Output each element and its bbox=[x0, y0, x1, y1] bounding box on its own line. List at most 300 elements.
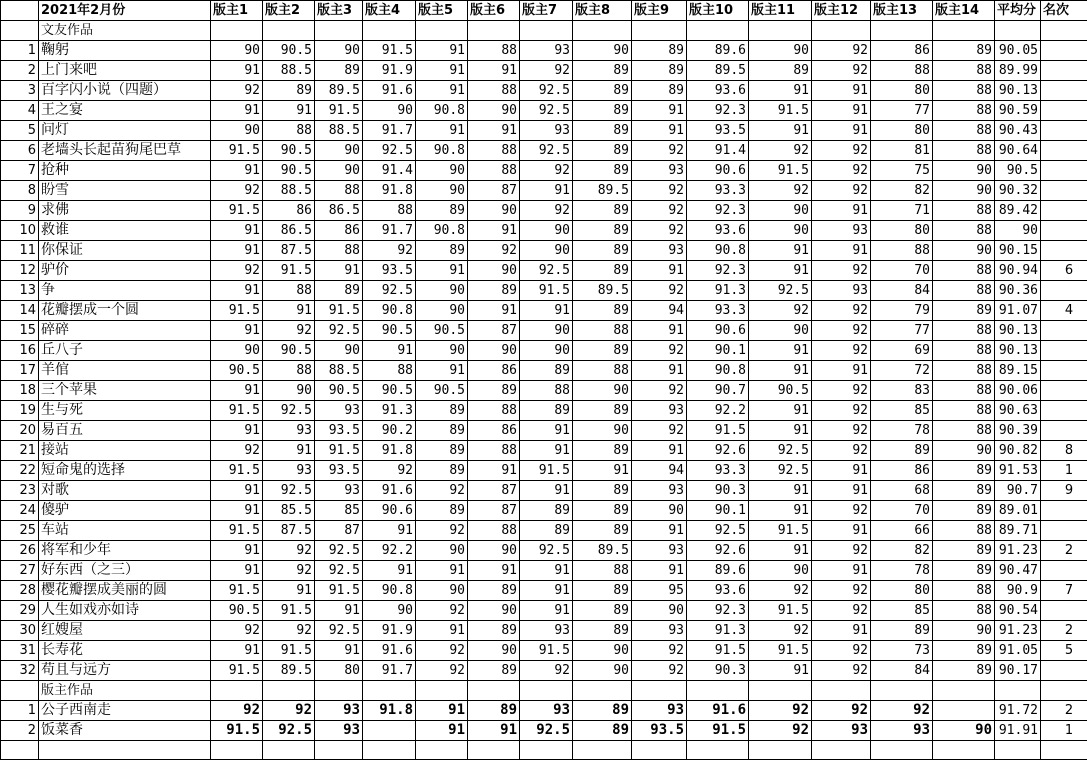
score-cell[interactable]: 90 bbox=[315, 41, 363, 61]
work-title[interactable]: 车站 bbox=[39, 521, 211, 541]
score-cell[interactable]: 91 bbox=[520, 301, 573, 321]
score-cell[interactable]: 90.8 bbox=[687, 361, 749, 381]
score-cell[interactable]: 90 bbox=[933, 161, 995, 181]
score-cell[interactable]: 93.6 bbox=[687, 581, 749, 601]
score-cell[interactable]: 90 bbox=[468, 261, 520, 281]
work-title[interactable]: 饭菜香 bbox=[39, 721, 211, 741]
score-cell[interactable]: 91.5 bbox=[749, 101, 812, 121]
section-label[interactable]: 文友作品 bbox=[39, 21, 211, 41]
score-cell[interactable]: 90 bbox=[468, 641, 520, 661]
score-cell[interactable]: 93 bbox=[632, 241, 687, 261]
score-cell[interactable]: 91 bbox=[416, 621, 468, 641]
average-cell[interactable]: 91.23 bbox=[995, 541, 1041, 561]
score-cell[interactable]: 91.5 bbox=[315, 441, 363, 461]
score-cell[interactable]: 91 bbox=[749, 241, 812, 261]
score-cell[interactable]: 91 bbox=[520, 181, 573, 201]
score-cell[interactable]: 90.5 bbox=[211, 601, 263, 621]
score-cell[interactable]: 91 bbox=[416, 61, 468, 81]
score-cell[interactable]: 91 bbox=[632, 361, 687, 381]
rank-cell[interactable] bbox=[1041, 281, 1087, 301]
score-cell[interactable]: 91 bbox=[211, 321, 263, 341]
score-cell[interactable]: 90.8 bbox=[363, 581, 416, 601]
score-cell[interactable]: 94 bbox=[632, 461, 687, 481]
score-cell[interactable]: 92.5 bbox=[520, 141, 573, 161]
score-cell[interactable]: 91.6 bbox=[363, 641, 416, 661]
rank-cell[interactable] bbox=[1041, 121, 1087, 141]
score-cell[interactable]: 91 bbox=[749, 421, 812, 441]
score-cell[interactable]: 89 bbox=[933, 301, 995, 321]
score-cell[interactable]: 89 bbox=[573, 201, 632, 221]
average-cell[interactable]: 90.05 bbox=[995, 41, 1041, 61]
score-cell[interactable]: 88 bbox=[933, 581, 995, 601]
work-title[interactable]: 上门来吧 bbox=[39, 61, 211, 81]
score-cell[interactable]: 78 bbox=[871, 421, 933, 441]
cell[interactable] bbox=[573, 21, 632, 41]
score-cell[interactable]: 86 bbox=[871, 461, 933, 481]
score-cell[interactable]: 91 bbox=[211, 541, 263, 561]
score-cell[interactable]: 89 bbox=[573, 521, 632, 541]
average-cell[interactable]: 89.42 bbox=[995, 201, 1041, 221]
score-cell[interactable]: 92.5 bbox=[263, 721, 315, 741]
score-cell[interactable]: 90.5 bbox=[263, 341, 315, 361]
row-index[interactable]: 18 bbox=[1, 381, 39, 401]
score-cell[interactable]: 89.5 bbox=[687, 61, 749, 81]
score-cell[interactable]: 90 bbox=[468, 341, 520, 361]
score-cell[interactable]: 93.5 bbox=[632, 721, 687, 741]
score-cell[interactable]: 87 bbox=[468, 181, 520, 201]
score-cell[interactable]: 93 bbox=[315, 481, 363, 501]
score-cell[interactable]: 91 bbox=[211, 641, 263, 661]
score-cell[interactable]: 92.2 bbox=[687, 401, 749, 421]
score-cell[interactable]: 88 bbox=[871, 61, 933, 81]
cell[interactable] bbox=[468, 21, 520, 41]
score-cell[interactable]: 91 bbox=[749, 661, 812, 681]
rank-cell[interactable]: 5 bbox=[1041, 641, 1087, 661]
score-cell[interactable]: 89 bbox=[416, 441, 468, 461]
rank-cell[interactable]: 2 bbox=[1041, 701, 1087, 721]
work-title[interactable]: 王之宴 bbox=[39, 101, 211, 121]
score-cell[interactable]: 91.5 bbox=[263, 261, 315, 281]
score-cell[interactable]: 90 bbox=[468, 201, 520, 221]
score-cell[interactable]: 89 bbox=[416, 461, 468, 481]
score-cell[interactable]: 90 bbox=[520, 341, 573, 361]
average-cell[interactable]: 91.07 bbox=[995, 301, 1041, 321]
score-cell[interactable]: 90.8 bbox=[687, 241, 749, 261]
score-cell[interactable]: 89 bbox=[573, 721, 632, 741]
score-cell[interactable]: 86 bbox=[871, 41, 933, 61]
score-cell[interactable]: 91 bbox=[812, 121, 871, 141]
score-cell[interactable]: 91.7 bbox=[363, 121, 416, 141]
score-cell[interactable]: 88 bbox=[573, 361, 632, 381]
score-cell[interactable]: 89 bbox=[573, 481, 632, 501]
score-cell[interactable]: 90.5 bbox=[211, 361, 263, 381]
score-cell[interactable]: 90 bbox=[315, 141, 363, 161]
score-cell[interactable]: 92 bbox=[812, 701, 871, 721]
score-cell[interactable]: 93 bbox=[812, 281, 871, 301]
score-cell[interactable]: 86.5 bbox=[263, 221, 315, 241]
score-cell[interactable]: 90.5 bbox=[749, 381, 812, 401]
score-cell[interactable]: 92 bbox=[812, 441, 871, 461]
score-cell[interactable]: 89 bbox=[573, 221, 632, 241]
score-cell[interactable]: 92.3 bbox=[687, 601, 749, 621]
average-cell[interactable]: 90.43 bbox=[995, 121, 1041, 141]
score-cell[interactable]: 90 bbox=[933, 181, 995, 201]
row-index[interactable]: 24 bbox=[1, 501, 39, 521]
score-cell[interactable]: 89 bbox=[933, 461, 995, 481]
score-cell[interactable]: 91 bbox=[812, 521, 871, 541]
score-cell[interactable]: 89 bbox=[468, 281, 520, 301]
score-cell[interactable]: 91.6 bbox=[363, 481, 416, 501]
score-cell[interactable]: 92 bbox=[416, 601, 468, 621]
score-cell[interactable]: 89 bbox=[416, 501, 468, 521]
row-index[interactable]: 17 bbox=[1, 361, 39, 381]
score-cell[interactable]: 90 bbox=[573, 661, 632, 681]
score-cell[interactable]: 80 bbox=[871, 81, 933, 101]
rank-cell[interactable]: 6 bbox=[1041, 261, 1087, 281]
score-cell[interactable]: 89 bbox=[749, 61, 812, 81]
score-cell[interactable]: 90 bbox=[749, 221, 812, 241]
score-cell[interactable]: 91.5 bbox=[687, 421, 749, 441]
score-cell[interactable]: 92.6 bbox=[687, 541, 749, 561]
work-title[interactable]: 樱花瓣摆成美丽的圆 bbox=[39, 581, 211, 601]
score-cell[interactable]: 89.5 bbox=[315, 81, 363, 101]
score-cell[interactable]: 73 bbox=[871, 641, 933, 661]
average-cell[interactable]: 90.64 bbox=[995, 141, 1041, 161]
score-cell[interactable]: 87 bbox=[468, 321, 520, 341]
score-cell[interactable]: 89 bbox=[573, 101, 632, 121]
average-cell[interactable]: 90.32 bbox=[995, 181, 1041, 201]
rank-cell[interactable] bbox=[1041, 161, 1087, 181]
row-index[interactable]: 6 bbox=[1, 141, 39, 161]
score-cell[interactable]: 89 bbox=[933, 41, 995, 61]
score-cell[interactable]: 93.6 bbox=[687, 81, 749, 101]
score-cell[interactable]: 91 bbox=[812, 481, 871, 501]
score-cell[interactable]: 89 bbox=[468, 621, 520, 641]
score-cell[interactable]: 91 bbox=[315, 261, 363, 281]
rank-cell[interactable] bbox=[1041, 601, 1087, 621]
score-cell[interactable]: 88 bbox=[468, 81, 520, 101]
work-title[interactable]: 抢种 bbox=[39, 161, 211, 181]
score-cell[interactable]: 91 bbox=[263, 581, 315, 601]
score-cell[interactable]: 89 bbox=[573, 621, 632, 641]
score-cell[interactable]: 89 bbox=[468, 381, 520, 401]
row-index[interactable]: 4 bbox=[1, 101, 39, 121]
score-cell[interactable]: 89 bbox=[573, 61, 632, 81]
score-cell[interactable]: 92 bbox=[812, 301, 871, 321]
score-cell[interactable]: 90 bbox=[211, 341, 263, 361]
work-title[interactable]: 争 bbox=[39, 281, 211, 301]
score-cell[interactable]: 89 bbox=[416, 401, 468, 421]
rank-cell[interactable]: 9 bbox=[1041, 481, 1087, 501]
score-cell[interactable]: 92 bbox=[211, 621, 263, 641]
cell[interactable] bbox=[363, 741, 416, 760]
score-cell[interactable]: 92 bbox=[812, 41, 871, 61]
work-title[interactable]: 驴价 bbox=[39, 261, 211, 281]
score-cell[interactable]: 90.7 bbox=[687, 381, 749, 401]
average-cell[interactable]: 91.72 bbox=[995, 701, 1041, 721]
score-cell[interactable]: 93 bbox=[263, 421, 315, 441]
score-cell[interactable]: 93 bbox=[812, 221, 871, 241]
score-cell[interactable]: 91 bbox=[468, 221, 520, 241]
score-cell[interactable]: 89 bbox=[632, 61, 687, 81]
average-cell[interactable]: 90.82 bbox=[995, 441, 1041, 461]
score-cell[interactable]: 91 bbox=[211, 61, 263, 81]
score-cell[interactable]: 91.9 bbox=[363, 61, 416, 81]
score-cell[interactable]: 92 bbox=[812, 141, 871, 161]
score-cell[interactable]: 88 bbox=[933, 361, 995, 381]
score-cell[interactable]: 88 bbox=[573, 561, 632, 581]
score-cell[interactable]: 90 bbox=[933, 721, 995, 741]
score-cell[interactable]: 93 bbox=[632, 541, 687, 561]
score-cell[interactable]: 91 bbox=[263, 301, 315, 321]
score-cell[interactable]: 89 bbox=[573, 701, 632, 721]
score-cell[interactable]: 92 bbox=[632, 381, 687, 401]
score-cell[interactable]: 80 bbox=[315, 661, 363, 681]
row-index[interactable]: 32 bbox=[1, 661, 39, 681]
score-cell[interactable]: 82 bbox=[871, 541, 933, 561]
score-cell[interactable]: 92.5 bbox=[363, 141, 416, 161]
score-cell[interactable]: 89 bbox=[520, 401, 573, 421]
score-cell[interactable]: 92 bbox=[749, 301, 812, 321]
score-cell[interactable]: 89 bbox=[573, 121, 632, 141]
score-cell[interactable]: 90 bbox=[416, 161, 468, 181]
score-cell[interactable]: 90 bbox=[363, 601, 416, 621]
column-header[interactable]: 版主10 bbox=[687, 1, 749, 21]
rank-cell[interactable]: 7 bbox=[1041, 581, 1087, 601]
cell[interactable] bbox=[933, 681, 995, 701]
score-cell[interactable]: 88 bbox=[933, 261, 995, 281]
score-cell[interactable]: 92 bbox=[632, 421, 687, 441]
score-cell[interactable]: 92 bbox=[749, 581, 812, 601]
column-header[interactable]: 版主3 bbox=[315, 1, 363, 21]
score-cell[interactable]: 92.5 bbox=[520, 101, 573, 121]
score-cell[interactable]: 90 bbox=[315, 161, 363, 181]
average-cell[interactable]: 90.5 bbox=[995, 161, 1041, 181]
score-cell[interactable]: 90 bbox=[749, 201, 812, 221]
row-index[interactable]: 19 bbox=[1, 401, 39, 421]
cell[interactable] bbox=[416, 681, 468, 701]
average-cell[interactable]: 90.59 bbox=[995, 101, 1041, 121]
score-cell[interactable]: 89 bbox=[573, 81, 632, 101]
score-cell[interactable]: 89 bbox=[315, 281, 363, 301]
work-title[interactable]: 傻驴 bbox=[39, 501, 211, 521]
score-cell[interactable]: 90.3 bbox=[687, 481, 749, 501]
score-cell[interactable]: 90.2 bbox=[363, 421, 416, 441]
column-header[interactable]: 版主13 bbox=[871, 1, 933, 21]
score-cell[interactable]: 89 bbox=[933, 641, 995, 661]
score-cell[interactable]: 93 bbox=[632, 401, 687, 421]
score-cell[interactable]: 92 bbox=[520, 61, 573, 81]
score-cell[interactable]: 91.4 bbox=[687, 141, 749, 161]
score-cell[interactable]: 93.3 bbox=[687, 461, 749, 481]
score-cell[interactable]: 91 bbox=[749, 341, 812, 361]
score-cell[interactable]: 85 bbox=[871, 401, 933, 421]
score-cell[interactable]: 92 bbox=[211, 181, 263, 201]
row-index[interactable]: 30 bbox=[1, 621, 39, 641]
work-title[interactable]: 求佛 bbox=[39, 201, 211, 221]
score-cell[interactable]: 91 bbox=[520, 441, 573, 461]
score-cell[interactable]: 91.5 bbox=[315, 581, 363, 601]
score-cell[interactable]: 88.5 bbox=[263, 61, 315, 81]
average-cell[interactable]: 90.94 bbox=[995, 261, 1041, 281]
score-cell[interactable]: 91 bbox=[749, 501, 812, 521]
rank-cell[interactable]: 8 bbox=[1041, 441, 1087, 461]
cell[interactable] bbox=[211, 21, 263, 41]
score-cell[interactable]: 88 bbox=[315, 241, 363, 261]
score-cell[interactable]: 92 bbox=[812, 381, 871, 401]
score-cell[interactable]: 92 bbox=[363, 241, 416, 261]
row-index[interactable]: 16 bbox=[1, 341, 39, 361]
score-cell[interactable]: 89 bbox=[416, 201, 468, 221]
score-cell[interactable]: 90 bbox=[573, 641, 632, 661]
score-cell[interactable]: 88 bbox=[933, 221, 995, 241]
average-cell[interactable]: 90.54 bbox=[995, 601, 1041, 621]
score-cell[interactable]: 92 bbox=[812, 421, 871, 441]
work-title[interactable]: 公子西南走 bbox=[39, 701, 211, 721]
score-cell[interactable]: 92.5 bbox=[520, 261, 573, 281]
cell[interactable] bbox=[933, 21, 995, 41]
score-cell[interactable]: 91 bbox=[416, 361, 468, 381]
row-index[interactable]: 11 bbox=[1, 241, 39, 261]
score-cell[interactable]: 91.5 bbox=[211, 721, 263, 741]
score-cell[interactable]: 91.5 bbox=[263, 641, 315, 661]
score-cell[interactable]: 91.5 bbox=[749, 641, 812, 661]
cell[interactable] bbox=[687, 21, 749, 41]
score-cell[interactable]: 92 bbox=[416, 521, 468, 541]
score-cell[interactable]: 91 bbox=[363, 341, 416, 361]
cell[interactable] bbox=[1041, 681, 1087, 701]
score-cell[interactable]: 92 bbox=[363, 461, 416, 481]
score-cell[interactable]: 89 bbox=[573, 501, 632, 521]
work-title[interactable]: 生与死 bbox=[39, 401, 211, 421]
score-cell[interactable]: 92.5 bbox=[520, 721, 573, 741]
cell[interactable] bbox=[1041, 21, 1087, 41]
average-cell[interactable]: 91.23 bbox=[995, 621, 1041, 641]
score-cell[interactable]: 90.1 bbox=[687, 341, 749, 361]
score-cell[interactable]: 91 bbox=[363, 521, 416, 541]
average-cell[interactable]: 90.63 bbox=[995, 401, 1041, 421]
score-cell[interactable]: 93.5 bbox=[315, 421, 363, 441]
score-cell[interactable]: 92.5 bbox=[315, 541, 363, 561]
score-cell[interactable]: 89 bbox=[573, 241, 632, 261]
score-cell[interactable]: 91 bbox=[632, 441, 687, 461]
score-cell[interactable]: 92 bbox=[812, 181, 871, 201]
score-cell[interactable]: 91.8 bbox=[363, 181, 416, 201]
score-cell[interactable]: 93 bbox=[632, 621, 687, 641]
score-cell[interactable]: 92 bbox=[812, 641, 871, 661]
work-title[interactable]: 老墙头长起苗狗尾巴草 bbox=[39, 141, 211, 161]
score-cell[interactable]: 89.5 bbox=[573, 541, 632, 561]
cell[interactable] bbox=[211, 681, 263, 701]
score-cell[interactable]: 89.6 bbox=[687, 561, 749, 581]
score-cell[interactable]: 92 bbox=[632, 281, 687, 301]
score-cell[interactable]: 92 bbox=[749, 141, 812, 161]
rank-cell[interactable] bbox=[1041, 521, 1087, 541]
score-cell[interactable]: 91 bbox=[468, 301, 520, 321]
score-cell[interactable]: 91 bbox=[812, 561, 871, 581]
score-cell[interactable]: 89 bbox=[520, 361, 573, 381]
score-cell[interactable]: 92 bbox=[812, 321, 871, 341]
score-cell[interactable]: 91 bbox=[211, 101, 263, 121]
row-index[interactable]: 20 bbox=[1, 421, 39, 441]
score-cell[interactable]: 84 bbox=[871, 661, 933, 681]
score-cell[interactable]: 88.5 bbox=[315, 121, 363, 141]
score-cell[interactable]: 92 bbox=[812, 501, 871, 521]
score-cell[interactable]: 89.5 bbox=[263, 661, 315, 681]
cell[interactable] bbox=[468, 681, 520, 701]
cell[interactable] bbox=[871, 21, 933, 41]
score-cell[interactable]: 91 bbox=[520, 561, 573, 581]
rank-cell[interactable] bbox=[1041, 661, 1087, 681]
score-cell[interactable]: 92 bbox=[416, 661, 468, 681]
work-title[interactable]: 三个苹果 bbox=[39, 381, 211, 401]
score-cell[interactable]: 91 bbox=[632, 121, 687, 141]
score-cell[interactable]: 92 bbox=[520, 661, 573, 681]
score-cell[interactable]: 89 bbox=[315, 61, 363, 81]
row-index[interactable]: 1 bbox=[1, 41, 39, 61]
score-cell[interactable]: 86 bbox=[315, 221, 363, 241]
score-cell[interactable]: 92 bbox=[520, 201, 573, 221]
cell[interactable] bbox=[416, 741, 468, 760]
score-cell[interactable]: 90 bbox=[632, 601, 687, 621]
work-title[interactable]: 好东西（之三） bbox=[39, 561, 211, 581]
column-header[interactable]: 平均分 bbox=[995, 1, 1041, 21]
work-title[interactable]: 接站 bbox=[39, 441, 211, 461]
score-cell[interactable]: 92 bbox=[812, 541, 871, 561]
cell[interactable] bbox=[812, 741, 871, 760]
row-index[interactable]: 22 bbox=[1, 461, 39, 481]
cell[interactable] bbox=[1, 741, 39, 760]
row-index[interactable]: 26 bbox=[1, 541, 39, 561]
score-cell[interactable]: 91 bbox=[632, 261, 687, 281]
rank-cell[interactable]: 4 bbox=[1041, 301, 1087, 321]
score-cell[interactable]: 93 bbox=[263, 461, 315, 481]
score-cell[interactable]: 91 bbox=[315, 601, 363, 621]
average-cell[interactable]: 90.13 bbox=[995, 341, 1041, 361]
score-cell[interactable]: 89 bbox=[263, 81, 315, 101]
work-title[interactable]: 人生如戏亦如诗 bbox=[39, 601, 211, 621]
score-cell[interactable]: 88 bbox=[468, 521, 520, 541]
score-cell[interactable]: 91.5 bbox=[363, 41, 416, 61]
score-cell[interactable]: 92.5 bbox=[520, 541, 573, 561]
score-cell[interactable]: 93 bbox=[871, 721, 933, 741]
score-cell[interactable]: 92 bbox=[812, 601, 871, 621]
score-cell[interactable]: 91.7 bbox=[363, 661, 416, 681]
work-title[interactable]: 碎碎 bbox=[39, 321, 211, 341]
score-cell[interactable]: 80 bbox=[871, 581, 933, 601]
score-cell[interactable]: 75 bbox=[871, 161, 933, 181]
score-cell[interactable]: 90 bbox=[520, 321, 573, 341]
score-cell[interactable]: 92.3 bbox=[687, 261, 749, 281]
score-cell[interactable]: 89 bbox=[416, 241, 468, 261]
average-cell[interactable]: 90.47 bbox=[995, 561, 1041, 581]
score-cell[interactable]: 92 bbox=[812, 261, 871, 281]
score-cell[interactable]: 91 bbox=[211, 161, 263, 181]
score-cell[interactable]: 88 bbox=[468, 441, 520, 461]
score-cell[interactable]: 93.6 bbox=[687, 221, 749, 241]
average-cell[interactable]: 90.7 bbox=[995, 481, 1041, 501]
rank-cell[interactable] bbox=[1041, 321, 1087, 341]
score-cell[interactable]: 92.2 bbox=[363, 541, 416, 561]
score-cell[interactable]: 93.3 bbox=[687, 181, 749, 201]
rank-cell[interactable] bbox=[1041, 141, 1087, 161]
average-cell[interactable]: 90.15 bbox=[995, 241, 1041, 261]
column-header[interactable]: 名次 bbox=[1041, 1, 1087, 21]
score-cell[interactable]: 92 bbox=[871, 701, 933, 721]
score-cell[interactable]: 88 bbox=[933, 101, 995, 121]
row-index[interactable]: 25 bbox=[1, 521, 39, 541]
work-title[interactable]: 救谁 bbox=[39, 221, 211, 241]
